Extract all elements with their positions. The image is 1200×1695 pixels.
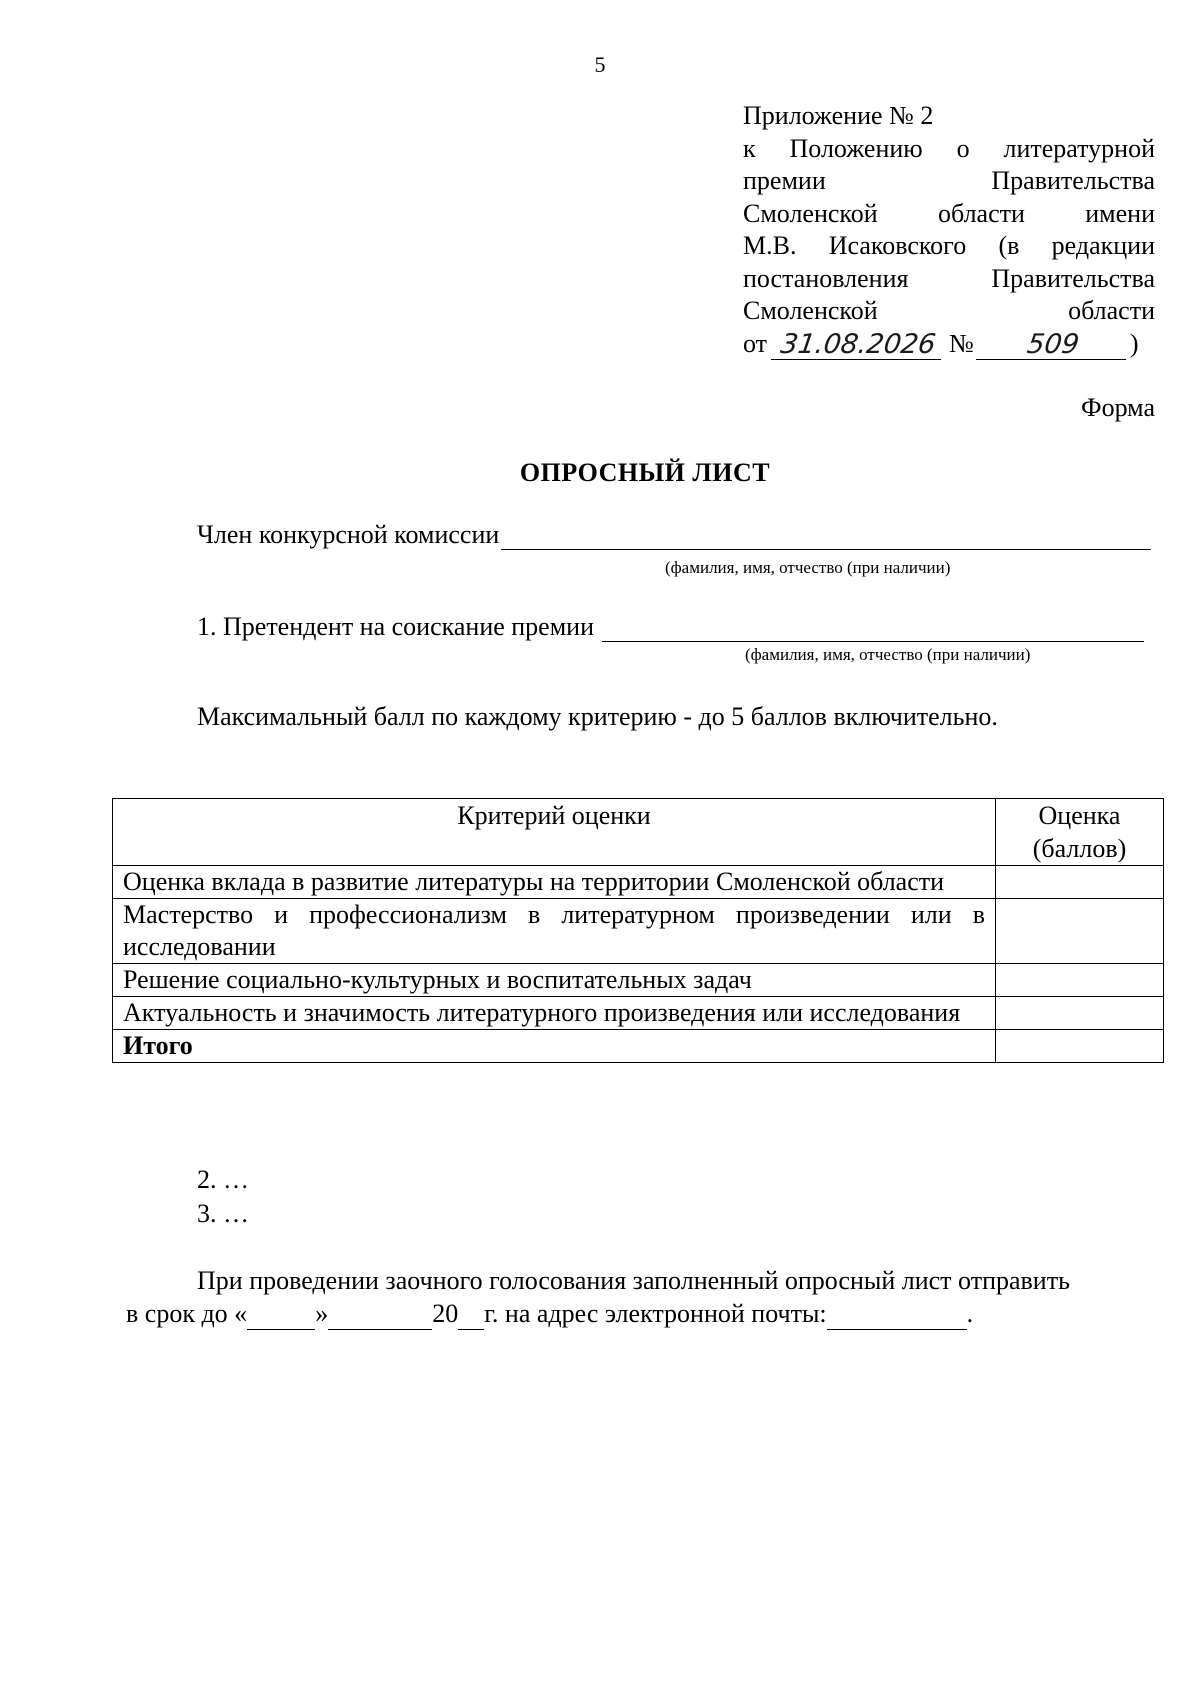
member-label: Член конкурсной комиссии (197, 520, 500, 549)
max-score-note: Максимальный балл по каждому критерию - до 5 баллов включительно. (197, 702, 998, 731)
annex-line: Смоленской области (743, 296, 1155, 325)
deadline-year-field[interactable] (458, 1303, 484, 1330)
header-criterion: Критерий оценки (113, 799, 996, 866)
score-cell[interactable] (996, 964, 1164, 997)
table-header-row (113, 799, 1164, 866)
table-row (113, 899, 1164, 964)
deadline-day-field[interactable] (247, 1303, 315, 1330)
list-item: 3. … (197, 1199, 249, 1228)
score-cell[interactable] (996, 866, 1164, 899)
total-label: Итого (113, 1030, 996, 1063)
criterion-cell: Решение социально-культурных и воспитательных задач (113, 964, 996, 997)
annex-header (743, 100, 1155, 360)
footer-period: . (966, 1299, 974, 1328)
annex-resolution-ref (743, 328, 1155, 361)
email-field[interactable] (827, 1303, 967, 1330)
page-number: 5 (594, 52, 606, 77)
footer-line-2 (126, 1297, 1151, 1330)
claimant-name-hint: (фамилия, имя, отчество (при наличии) (745, 645, 1031, 664)
score-cell[interactable] (996, 899, 1164, 964)
criterion-cell: Оценка вклада в развитие литературы на территории Смоленской области (113, 866, 996, 899)
annex-line: премии Правительства (743, 166, 1155, 195)
from-label: от (743, 328, 768, 358)
claimant-row (197, 612, 1144, 642)
closing-paren: ) (1129, 328, 1139, 358)
email-prefix: г. на адрес электронной почты: (484, 1299, 827, 1328)
member-name-hint: (фамилия, имя, отчество (при наличии) (665, 558, 951, 577)
handwritten-date: 31.08.2026 (771, 331, 945, 360)
criterion-cell: Актуальность и значимость литературного произведения или исследования (113, 997, 996, 1030)
form-label: Форма (1081, 393, 1155, 422)
annex-line: Смоленской области имени (743, 198, 1155, 228)
criteria-table (112, 798, 1164, 1063)
claimant-name-field[interactable] (602, 613, 1144, 642)
deadline-year-prefix: 20 (432, 1299, 459, 1328)
header-score: Оценка (баллов) (996, 799, 1164, 866)
document-title: ОПРОСНЫЙ ЛИСТ (519, 458, 771, 487)
number-sign: № (949, 328, 974, 358)
score-cell[interactable] (996, 997, 1164, 1030)
claimant-label: 1. Претендент на соискание премии (197, 612, 595, 641)
annex-line: Приложение № 2 (743, 101, 934, 130)
annex-line: М.В. Исаковского (в редакции (743, 231, 1155, 260)
table-total-row (113, 1030, 1164, 1063)
handwritten-number: 509 (976, 331, 1130, 360)
commission-member-row (197, 520, 1151, 550)
footer-line-1: При проведении заочного голосования заполненный опросный лист отправить (197, 1266, 1070, 1295)
list-item: 2. … (197, 1165, 249, 1194)
deadline-prefix: в срок до « (126, 1299, 248, 1328)
total-score-cell[interactable] (996, 1030, 1164, 1063)
table-row (113, 997, 1164, 1030)
member-name-field[interactable] (501, 521, 1151, 550)
footer-instructions (126, 1264, 1151, 1330)
annex-line: к Положению о литературной (743, 133, 1155, 163)
annex-line: постановления Правительства (743, 263, 1155, 293)
criterion-cell: Мастерство и профессионализм в литературном произведении или в исследовании (113, 899, 996, 964)
table-row (113, 866, 1164, 899)
deadline-month-field[interactable] (328, 1303, 432, 1330)
deadline-quote-close: » (315, 1299, 329, 1328)
table-row (113, 964, 1164, 997)
